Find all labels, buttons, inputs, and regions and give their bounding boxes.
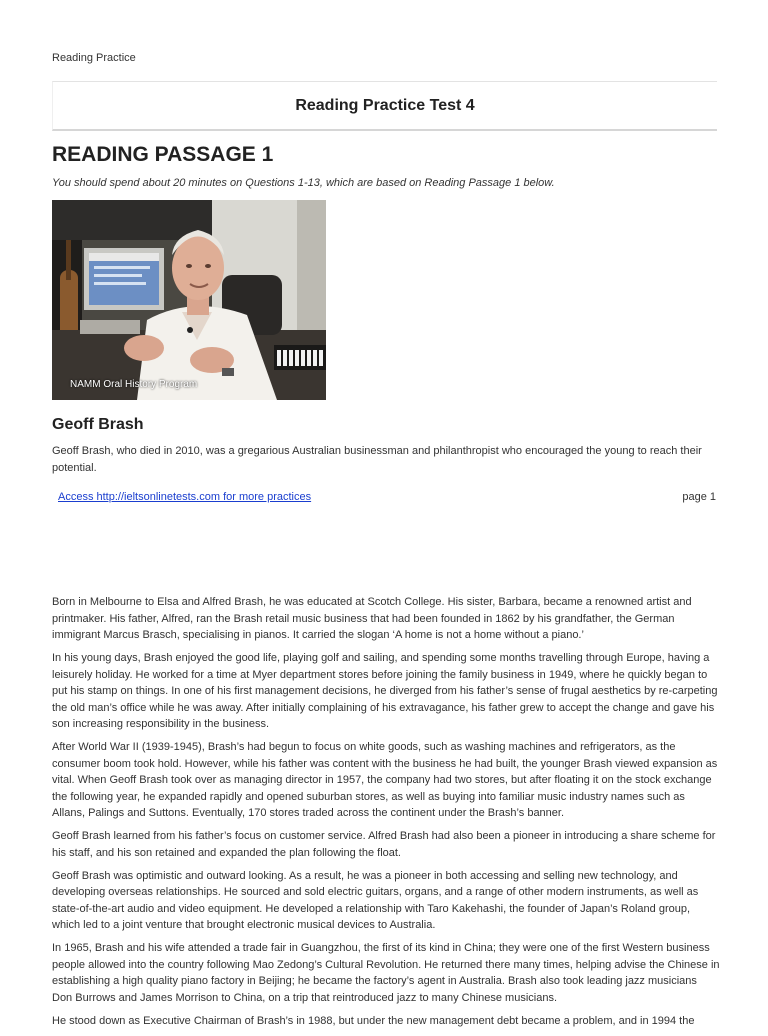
paragraph: He stood down as Executive Chairman of Brash’s in 1988, but under the new management debt became a problem, and in 1994 the bbox=[52, 1014, 695, 1027]
practice-link[interactable]: Access http://ieltsonlinetests.com for more practices bbox=[58, 491, 312, 503]
paragraph: Geoff Brash was optimistic and outward looking. As a result, he was a pioneer in both accessing and selling new technology, and developing overseas relationships. He sourced and sold electric guitars, organs, and a range of other modern instruments, as well as state-of-the-art audio and video equipment. He developed a relationship with Taro Kakehashi, the founder of Japan’s Roland group, which led to a joint venture that brought electronic musical devices to Australia. bbox=[52, 869, 699, 931]
article-body bbox=[52, 594, 720, 1036]
paragraph: After World War II (1939-1945), Brash’s had begun to focus on white goods, such as washing machines and refrigerators, as the consumer boom took hold. However, while his father was content with the business he had built, the younger Brash viewed expansion as vital. When Geoff Brash took over as managing director in 1957, the company had two stores, but after floating it on the stock exchange the following year, he expanded rapidly and opened suburban stores, as well as buying into familiar music industry names such as Allans, Palings and Suttons. Eventually, 170 stores traded across the continent under the Brash’s banner. bbox=[52, 741, 718, 819]
test-title-box bbox=[52, 81, 717, 131]
article-photo bbox=[52, 200, 326, 400]
paragraph: In his young days, Brash enjoyed the good life, playing golf and sailing, and spending some months travelling through Europe, having a leisurely holiday. He worked for a time at Myer department stores before joining the family business in 1949, where he quickly began to put his stamp on things. In one of his first management decisions, he diverged from his father’s sense of frugal aesthetics by re-carpeting the old man’s office while he was away. After initially complaining of his extravagance, his father grew to accept the change and gave his son increasing responsibility in the business. bbox=[52, 652, 718, 730]
paragraph: Geoff Brash learned from his father’s focus on customer service. Alfred Brash had also been a pioneer in introducing a share scheme for his staff, and his son retained and expanded the plan following the float. bbox=[52, 830, 716, 859]
passage-instructions: You should spend about 20 minutes on Questions 1-13, which are based on Reading Passage 1 below. bbox=[52, 177, 555, 189]
article-intro: Geoff Brash, who died in 2010, was a gregarious Australian businessman and philanthropist who encouraged the young to reach their potential. bbox=[52, 445, 702, 474]
paragraph: Born in Melbourne to Elsa and Alfred Brash, he was educated at Scotch College. His sister, Barbara, became a renowned artist and printmaker. His father, Alfred, ran the Brash retail music business that had been founded in 1862 by his grandfather, the German immigrant Marcus Brasch, specialising in pianos. It carried the slogan ‘A home is not a home without a piano.’ bbox=[52, 596, 692, 641]
photo-illustration bbox=[52, 200, 326, 400]
page-number: page 1 bbox=[682, 491, 716, 503]
test-title: Reading Practice Test 4 bbox=[295, 96, 475, 114]
photo-caption: NAMM Oral History Program bbox=[70, 379, 198, 390]
page-header: Reading Practice bbox=[52, 52, 136, 64]
article-title: Geoff Brash bbox=[52, 416, 144, 433]
paragraph: In 1965, Brash and his wife attended a trade fair in Guangzhou, the first of its kind in China; they were one of the first Western business people allowed into the country following Mao Zedong’s Cultural Revolution. He returned there many times, helping advise the Chinese in establishing a high quality piano factory in Beijing; he became the factory’s agent in Australia. Brash also took leading jazz musicians Don Burrows and James Morrison to China, on a trip that reintroduced jazz to many Chinese musicians. bbox=[52, 942, 720, 1004]
passage-title: READING PASSAGE 1 bbox=[52, 143, 274, 166]
